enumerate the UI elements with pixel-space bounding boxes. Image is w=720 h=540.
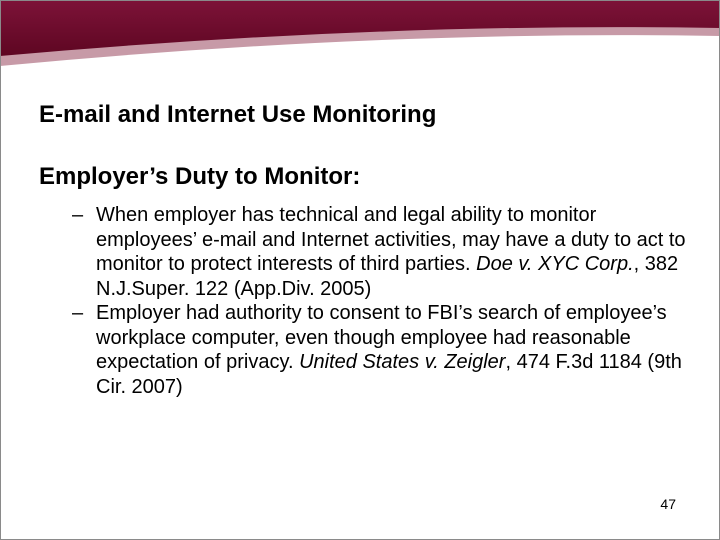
case-citation: , 474 F.3d 1184 (9th Cir. 2007) bbox=[96, 351, 682, 398]
case-name: United States v. Zeigler bbox=[299, 351, 506, 373]
slide-subtitle: Employer’s Duty to Monitor: bbox=[39, 163, 361, 190]
header-banner bbox=[0, 0, 720, 80]
slide-title: E-mail and Internet Use Monitoring bbox=[39, 101, 437, 128]
bullet-item bbox=[72, 203, 692, 301]
bullet-text: When employer has technical and legal ability to monitor employees’ e-mail and Internet activities, may have a duty to act to monitor to protect interests of third parties. bbox=[96, 204, 686, 275]
dash-bullet-icon: – bbox=[72, 204, 84, 226]
case-citation: , 382 N.J.Super. 122 (App.Div. 2005) bbox=[96, 253, 679, 300]
bullet-text: Employer had authority to consent to FBI’s search of employee’s workplace computer, even though employee had reasonable expectation of privacy. bbox=[96, 302, 667, 373]
page-number: 47 bbox=[660, 496, 676, 512]
dash-bullet-icon: – bbox=[72, 302, 84, 324]
case-name: Doe v. XYC Corp. bbox=[476, 253, 634, 275]
bullet-item bbox=[72, 301, 692, 399]
bullet-list bbox=[72, 203, 692, 399]
